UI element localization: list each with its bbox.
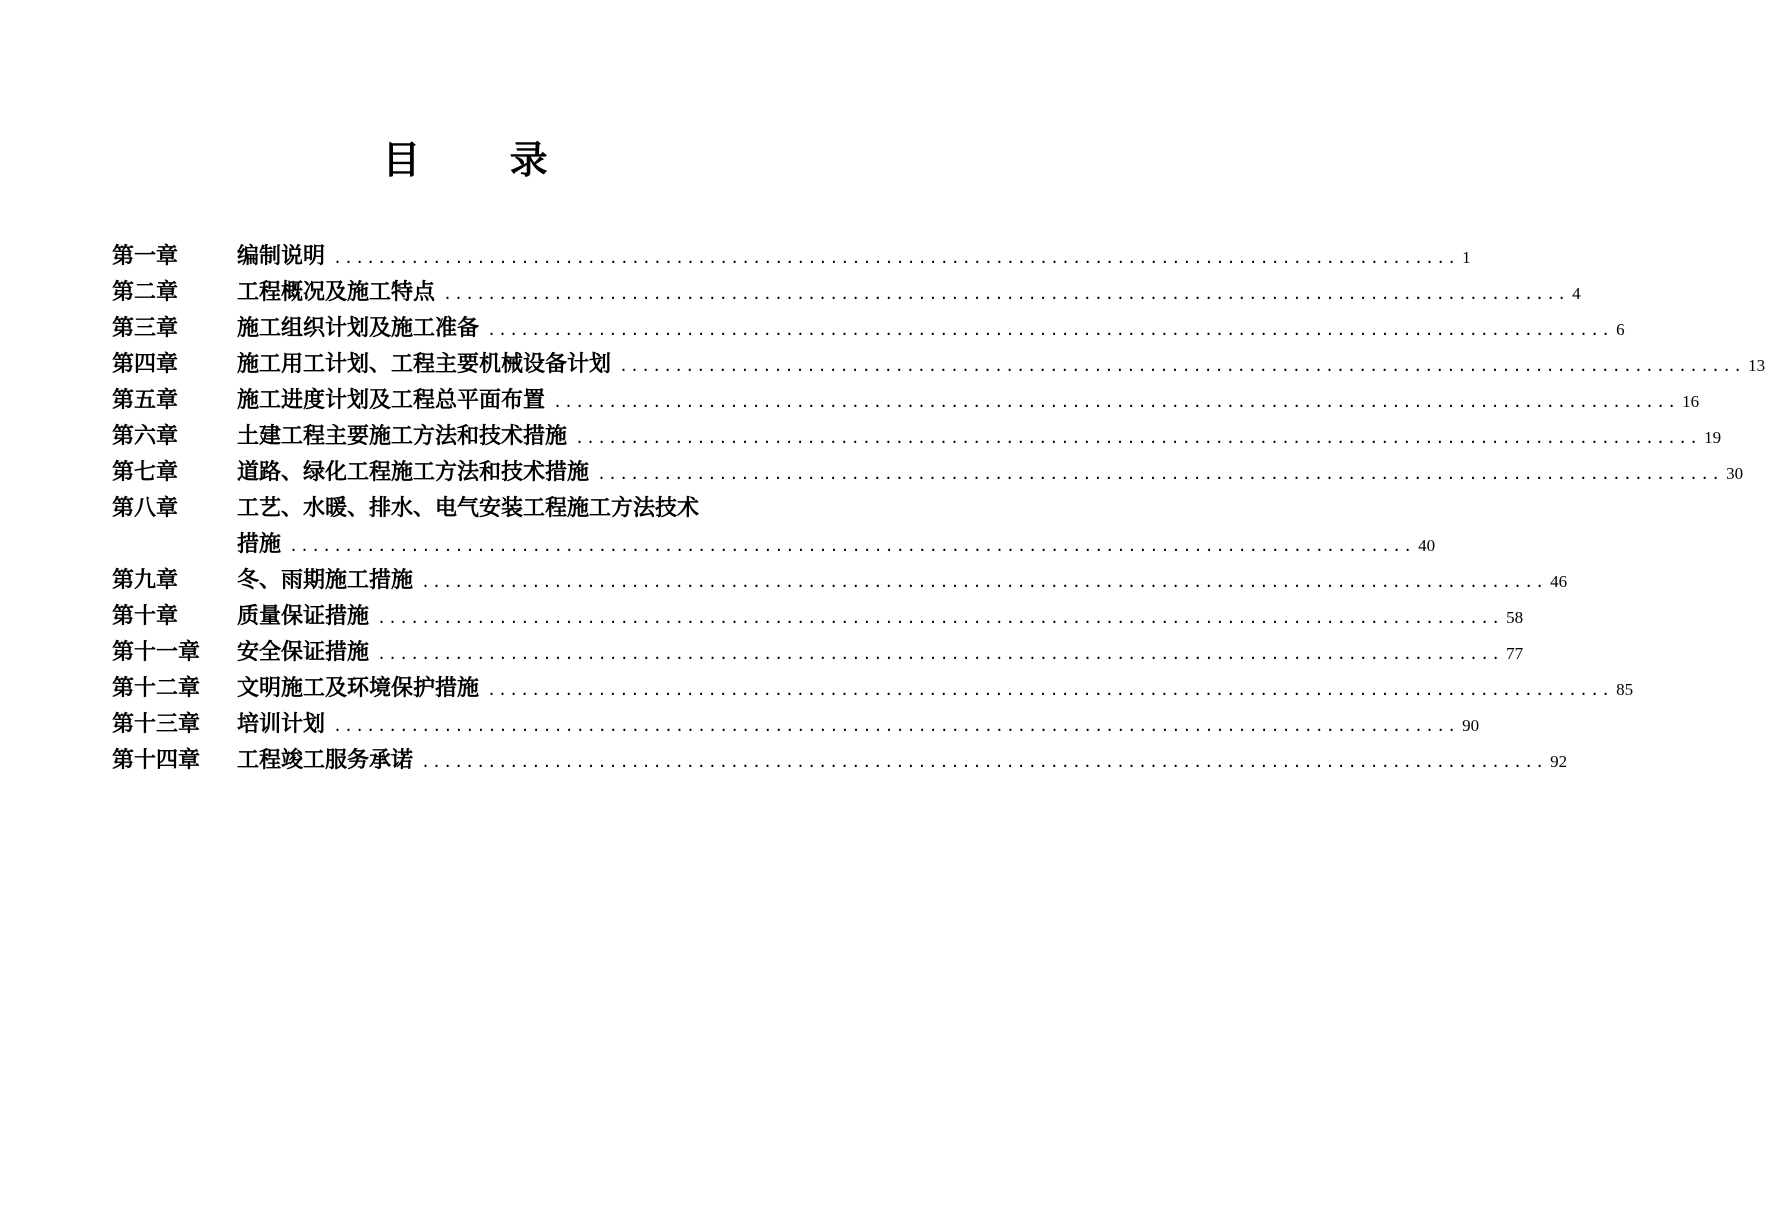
toc-entry[interactable]	[112, 706, 1480, 742]
toc-page-number: 85	[1616, 680, 1634, 699]
toc-chapter-title: 施工组织计划及施工准备	[237, 315, 480, 341]
toc-page-number: 58	[1506, 608, 1524, 627]
toc-page-number: 13	[1748, 356, 1765, 375]
toc-leader-dots: ......................................................................................................	[619, 357, 1745, 375]
toc-leader-dots: ......................................................................................................	[421, 753, 1547, 771]
toc-page-number: 19	[1704, 428, 1722, 447]
toc-leader-dots: ......................................................................................................	[487, 681, 1613, 699]
toc-leader-dots: ......................................................................................................	[377, 609, 1503, 627]
toc-chapter-number: 第七章	[112, 459, 179, 485]
toc-chapter-number: 第五章	[112, 387, 179, 413]
toc-chapter-title: 施工用工计划、工程主要机械设备计划	[237, 351, 612, 377]
toc-entry[interactable]	[112, 238, 1471, 274]
toc-chapter-title: 工程概况及施工特点	[237, 279, 436, 305]
toc-page-number: 46	[1550, 572, 1568, 591]
toc-leader-dots: ......................................................................................................	[333, 249, 1459, 267]
toc-chapter-title: 培训计划	[237, 711, 326, 737]
toc-page-number: 40	[1418, 536, 1436, 555]
toc-entry[interactable]	[112, 670, 1634, 706]
toc-page-number: 30	[1726, 464, 1744, 483]
toc-chapter-title: 道路、绿化工程施工方法和技术措施	[237, 459, 590, 485]
toc-chapter-title: 质量保证措施	[237, 603, 370, 629]
toc-leader-dots: ......................................................................................................	[377, 645, 1503, 663]
toc-chapter-title: 文明施工及环境保护措施	[237, 675, 480, 701]
toc-chapter-number: 第十四章	[112, 747, 201, 773]
toc-chapter-number: 第十三章	[112, 711, 201, 737]
toc-entry[interactable]	[112, 562, 1568, 598]
toc-chapter-number: 第四章	[112, 351, 179, 377]
toc-page-number: 92	[1550, 752, 1568, 771]
toc-entry[interactable]	[112, 634, 1524, 670]
toc-chapter-number: 第二章	[112, 279, 179, 305]
toc-chapter-number: 第十一章	[112, 639, 201, 665]
toc-leader-dots: ......................................................................................................	[443, 285, 1569, 303]
toc-entry[interactable]	[112, 598, 1524, 634]
toc-entry[interactable]	[112, 382, 1700, 418]
toc-page-number: 1	[1462, 248, 1471, 267]
toc-entry[interactable]	[112, 418, 1722, 454]
toc-leader-dots: ......................................................................................................	[487, 321, 1613, 339]
toc-page-number: 90	[1462, 716, 1480, 735]
toc-page-number: 4	[1572, 284, 1581, 303]
toc-chapter-number: 第十二章	[112, 675, 201, 701]
toc-chapter-title-line2: 措施	[237, 531, 282, 557]
toc-leader-dots: ......................................................................................................	[597, 465, 1723, 483]
toc-entry[interactable]	[112, 310, 1625, 346]
toc-entry[interactable]	[112, 346, 1765, 382]
toc-page-number: 6	[1616, 320, 1625, 339]
toc-chapter-number: 第三章	[112, 315, 179, 341]
toc-chapter-number: 第九章	[112, 567, 179, 593]
toc-chapter-title: 安全保证措施	[237, 639, 370, 665]
toc-leader-dots: ......................................................................................................	[575, 429, 1701, 447]
toc-entry[interactable]	[112, 274, 1581, 310]
toc-page-number: 77	[1506, 644, 1524, 663]
toc-chapter-title: 工程竣工服务承诺	[237, 747, 414, 773]
toc-leader-dots: ......................................................................................................	[289, 537, 1415, 555]
toc-page-number: 16	[1682, 392, 1700, 411]
toc-entry[interactable]	[112, 454, 1744, 490]
table-of-contents	[112, 238, 1765, 778]
toc-chapter-title: 土建工程主要施工方法和技术措施	[237, 423, 568, 449]
toc-leader-dots: ......................................................................................................	[333, 717, 1459, 735]
toc-chapter-number: 第十章	[112, 603, 179, 629]
toc-chapter-title: 施工进度计划及工程总平面布置	[237, 387, 546, 413]
toc-chapter-title: 编制说明	[237, 243, 326, 269]
toc-entry[interactable]	[112, 742, 1568, 778]
toc-chapter-number: 第六章	[112, 423, 179, 449]
toc-chapter-number: 第一章	[112, 243, 179, 269]
toc-chapter-title: 冬、雨期施工措施	[237, 567, 414, 593]
toc-leader-dots: ......................................................................................................	[421, 573, 1547, 591]
toc-entry[interactable]	[112, 490, 1436, 562]
toc-chapter-number: 第八章	[112, 495, 179, 521]
page-title: 目 录	[382, 137, 586, 182]
toc-leader-dots: ......................................................................................................	[553, 393, 1679, 411]
toc-chapter-title-line1: 工艺、水暖、排水、电气安装工程施工方法技术	[237, 495, 700, 521]
